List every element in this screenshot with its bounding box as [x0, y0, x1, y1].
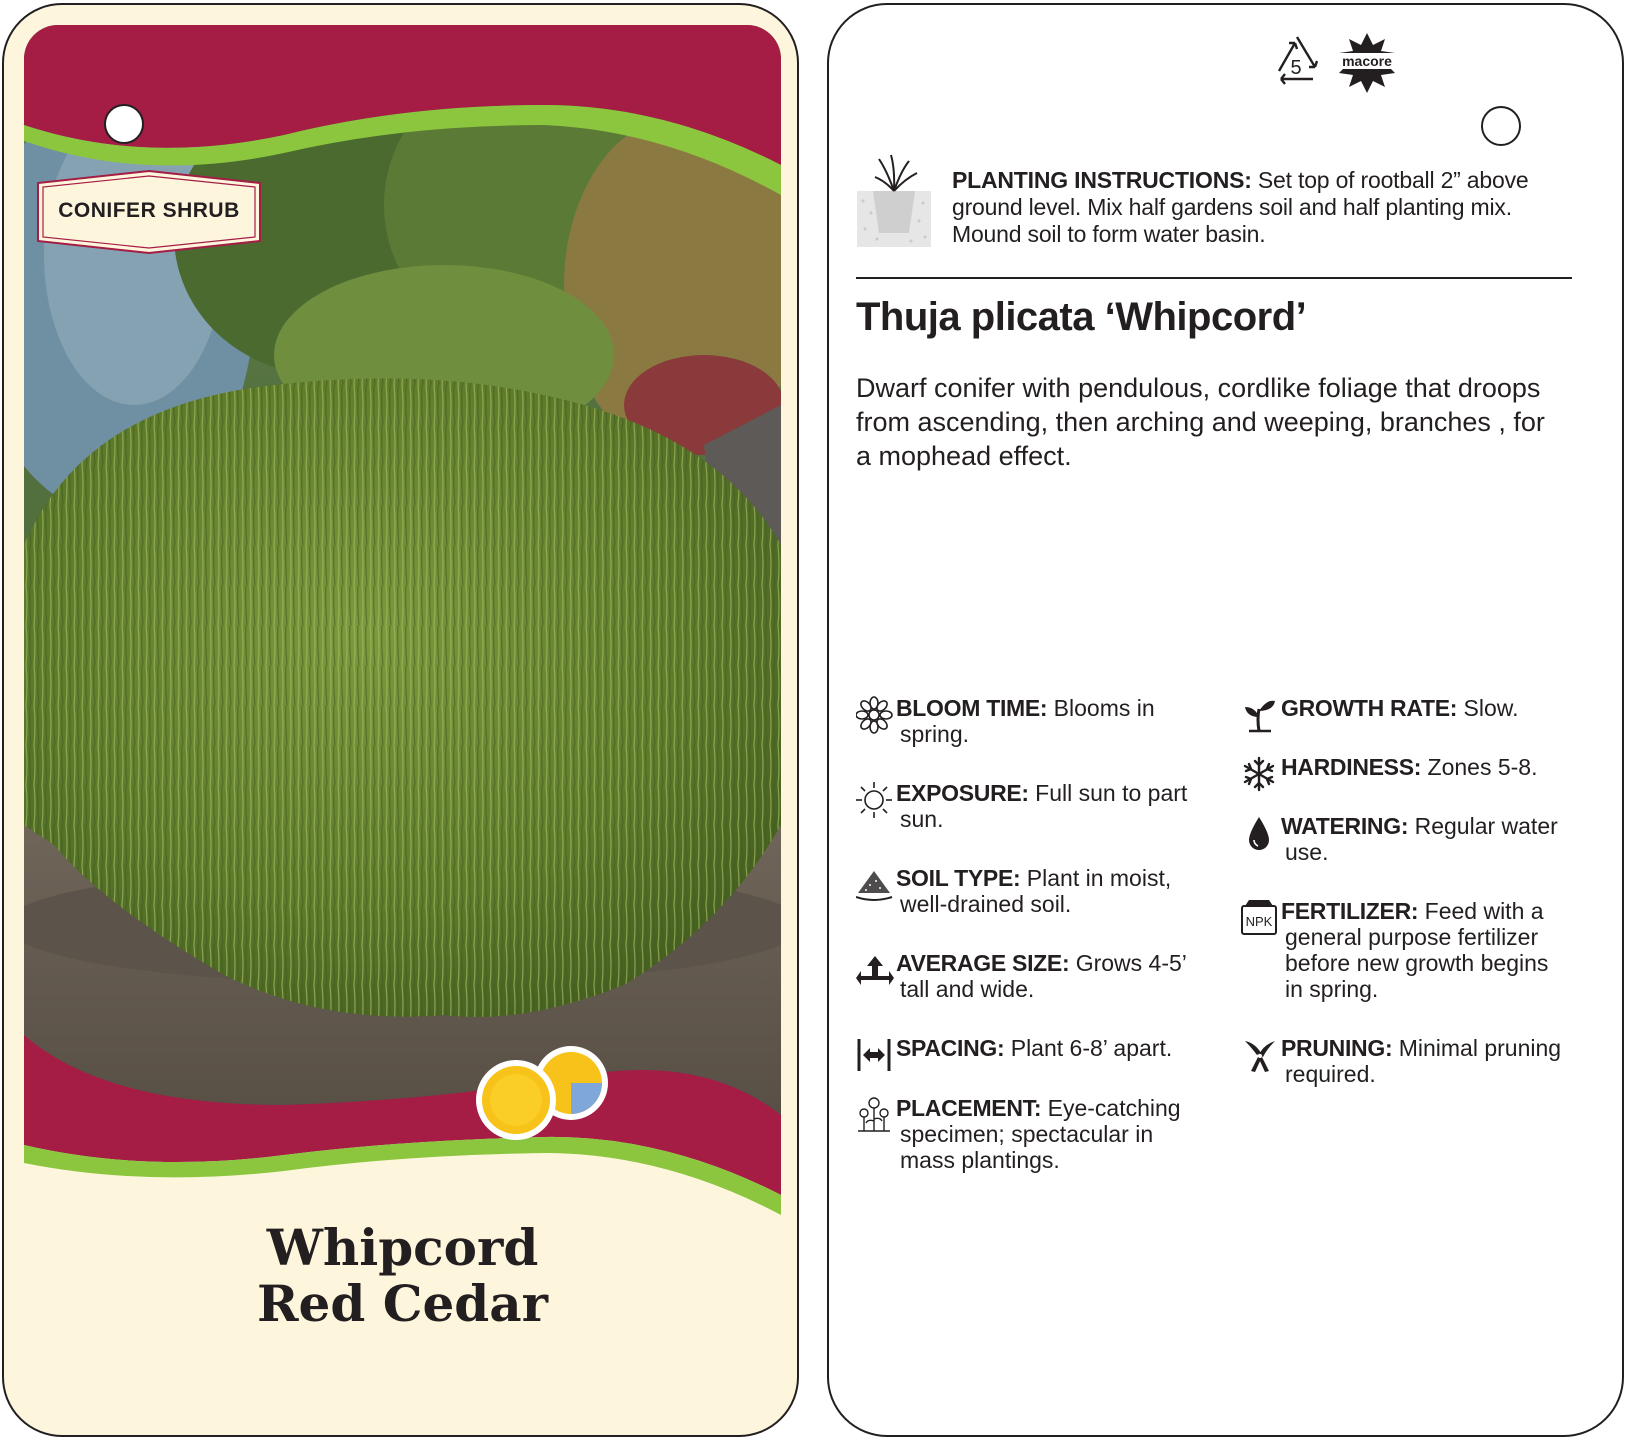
- snowflake-icon: [1241, 754, 1279, 794]
- category-tag-text: CONIFER SHRUB: [58, 199, 240, 222]
- fertilizer-value: Feed with a: [1418, 898, 1544, 924]
- bloom-time-value-cont: spring.: [900, 721, 970, 747]
- category-tag: [36, 169, 262, 255]
- divider: [856, 277, 1572, 279]
- soil-pile-icon: [856, 865, 894, 905]
- npk-bag-icon: [1241, 898, 1279, 938]
- placement-value-cont: mass plantings.: [900, 1147, 1060, 1173]
- common-name-line2: Red Cedar: [256, 1274, 549, 1333]
- macore-logo-text: macore: [1342, 53, 1392, 69]
- pruners-icon: [1241, 1035, 1279, 1075]
- fertilizer-value-cont: in spring.: [1285, 976, 1379, 1002]
- front-tag: [2, 3, 799, 1437]
- description-line: from ascending, then arching and weeping, branches , for: [856, 407, 1545, 437]
- watering-label: WATERING:: [1281, 813, 1409, 839]
- watering-value: Regular water: [1408, 813, 1558, 839]
- npk-text: NPK: [1245, 914, 1273, 929]
- bloom-time-label: BLOOM TIME:: [896, 695, 1048, 721]
- pruning-value: Minimal pruning: [1392, 1035, 1562, 1061]
- fertilizer-value-cont: before new growth begins: [1285, 950, 1549, 976]
- fertilizer-label: FERTILIZER:: [1281, 898, 1419, 924]
- recycle-number: 5: [1290, 57, 1302, 79]
- watering-value-cont: use.: [1285, 839, 1329, 865]
- flower-icon: [856, 695, 894, 735]
- bloom-time-value: Blooms in: [1047, 695, 1155, 721]
- full-sun-icon: [476, 1060, 556, 1140]
- hardiness-label: HARDINESS:: [1281, 754, 1422, 780]
- soil-type-label: SOIL TYPE:: [896, 865, 1021, 891]
- common-name-line1: Whipcord: [266, 1218, 539, 1277]
- planting-line2: ground level. Mix half gardens soil and half planting mix.: [952, 194, 1512, 220]
- description-line: Dwarf conifer with pendulous, cordlike foliage that droops: [856, 373, 1541, 403]
- hardiness-value: Zones 5-8.: [1421, 754, 1538, 780]
- fertilizer-value-cont: general purpose fertilizer: [1285, 924, 1539, 950]
- hang-hole: [1481, 106, 1521, 146]
- planting-label: PLANTING INSTRUCTIONS:: [952, 167, 1252, 193]
- description-line: a mophead effect.: [856, 441, 1072, 471]
- placement-value: Eye-catching: [1041, 1095, 1181, 1121]
- botanical-name: Thuja plicata ‘Whipcord’: [856, 295, 1307, 339]
- photo-panel: [24, 25, 781, 1235]
- water-drop-icon: [1241, 813, 1279, 853]
- exposure-value: Full sun to part: [1028, 780, 1188, 806]
- height-width-icon: [856, 950, 894, 990]
- exposure-label: EXPOSURE:: [896, 780, 1029, 806]
- average-size-label: AVERAGE SIZE:: [896, 950, 1070, 976]
- hang-hole: [104, 104, 144, 144]
- spacing-label: SPACING:: [896, 1035, 1005, 1061]
- soil-type-value-cont: well-drained soil.: [900, 891, 1072, 917]
- recycle-logos: [1275, 31, 1405, 100]
- average-size-value-cont: tall and wide.: [900, 976, 1035, 1002]
- planting-pot-icon: [857, 151, 931, 247]
- planting-instructions: [952, 167, 1592, 248]
- planting-line1: Set top of rootball 2” above: [1251, 167, 1529, 193]
- pruning-label: PRUNING:: [1281, 1035, 1393, 1061]
- sprout-icon: [1241, 695, 1279, 735]
- placement-plants-icon: [856, 1095, 894, 1135]
- exposure-badges: [476, 1045, 616, 1145]
- soil-type-value: Plant in moist,: [1020, 865, 1172, 891]
- exposure-value-cont: sun.: [900, 806, 944, 832]
- growth-rate-label: GROWTH RATE:: [1281, 695, 1458, 721]
- pruning-value-cont: required.: [1285, 1061, 1376, 1087]
- growth-rate-value: Slow.: [1457, 695, 1519, 721]
- spacing-arrows-icon: [856, 1035, 894, 1075]
- sun-icon: [856, 780, 894, 820]
- description: [856, 371, 1578, 473]
- recycle-icon: [1275, 31, 1405, 95]
- planting-line3: Mound soil to form water basin.: [952, 221, 1266, 247]
- placement-label: PLACEMENT:: [896, 1095, 1042, 1121]
- back-tag: [827, 3, 1624, 1437]
- placement-value-cont: specimen; spectacular in: [900, 1121, 1154, 1147]
- average-size-value: Grows 4-5’: [1069, 950, 1187, 976]
- spacing-value: Plant 6-8’ apart.: [1004, 1035, 1173, 1061]
- macore-logo-icon: [1337, 33, 1397, 93]
